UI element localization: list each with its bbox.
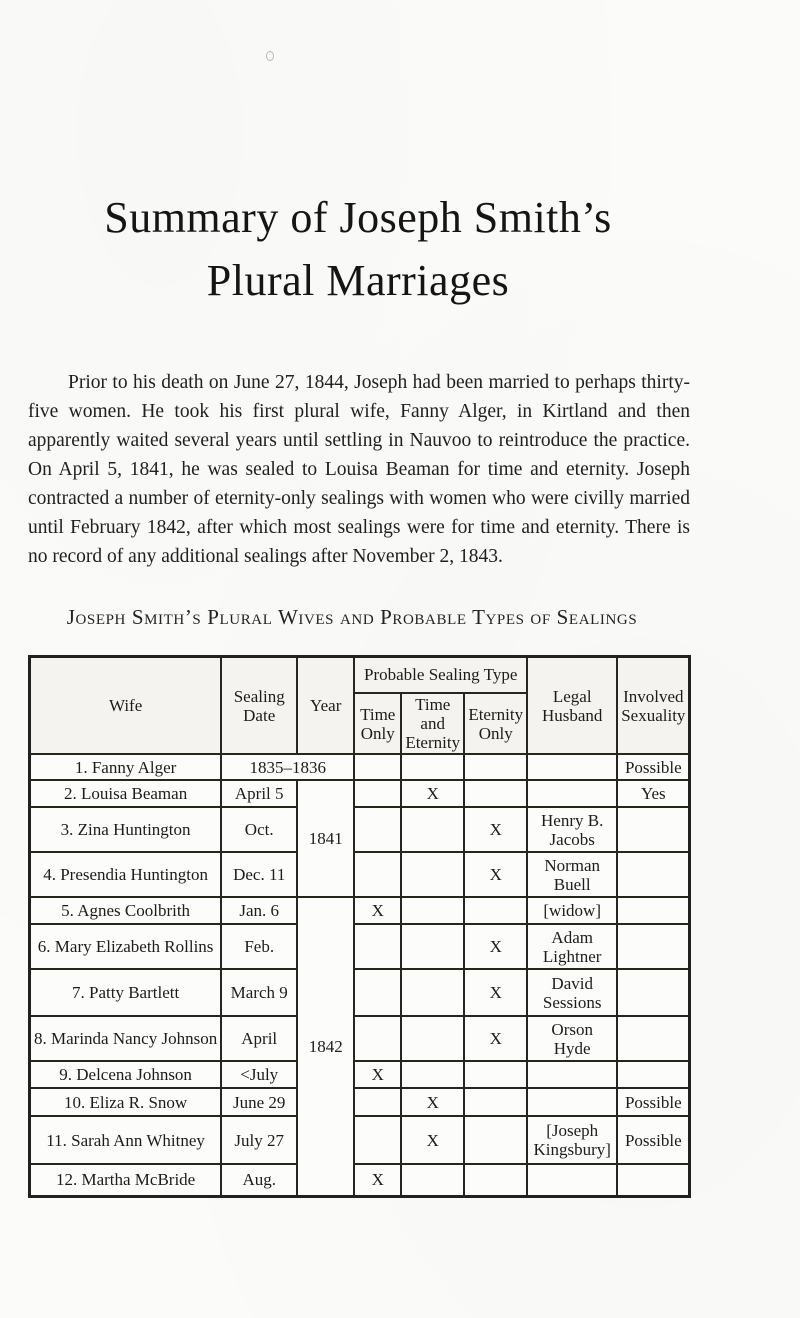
header-time-and-eternity: Time and Eternity — [401, 693, 464, 754]
cell-involved-sexuality — [617, 852, 690, 897]
table-row — [30, 852, 690, 897]
cell-time-and-eternity: X — [401, 1088, 464, 1116]
marriages-table — [28, 655, 691, 1198]
cell-wife: 1. Fanny Alger — [30, 754, 222, 780]
cell-date: Dec. 11 — [221, 852, 297, 897]
cell-date: <July — [221, 1061, 297, 1088]
cell-involved-sexuality — [617, 807, 690, 852]
cell-involved-sexuality: Possible — [617, 1088, 690, 1116]
cell-time-and-eternity — [401, 1164, 464, 1196]
intro-paragraph: Prior to his death on June 27, 1844, Joseph had been married to perhaps thirty-five women. He took his first plural wife, Fanny Alger, in Kirtland and then apparently waited several years until settling in Nauvoo to reintroduce the practice. On April 5, 1841, he was sealed to Louisa Beaman for time and eternity. Joseph contracted a number of eternity-only sealings with women who were civilly married until February 1842, after which most sealings were for time and eternity. There is no record of any additional sealings after November 2, 1843. — [28, 372, 690, 567]
cell-eternity-only — [464, 1164, 527, 1196]
cell-time-and-eternity — [401, 852, 464, 897]
header-eternity-only: Eternity Only — [464, 693, 527, 754]
table-row — [30, 1016, 690, 1061]
cell-legal-husband: [Joseph Kingsbury] — [527, 1116, 617, 1164]
table-row — [30, 807, 690, 852]
header-legal-husband: Legal Husband — [527, 657, 617, 755]
cell-eternity-only — [464, 780, 527, 807]
cell-eternity-only: X — [464, 1016, 527, 1061]
header-sealing-type-group: Probable Sealing Type — [354, 657, 527, 694]
table-row — [30, 1116, 690, 1164]
header-involved-sexuality: Involved Sexuality — [617, 657, 690, 755]
cell-wife: 5. Agnes Coolbrith — [30, 897, 222, 924]
cell-legal-husband: Orson Hyde — [527, 1016, 617, 1061]
cell-time-only — [354, 780, 401, 807]
marriages-table-container — [28, 655, 691, 1198]
cell-involved-sexuality — [617, 1016, 690, 1061]
cell-involved-sexuality: Yes — [617, 780, 690, 807]
cell-wife: 2. Louisa Beaman — [30, 780, 222, 807]
table-row — [30, 1088, 690, 1116]
cell-legal-husband: Adam Lightner — [527, 924, 617, 969]
cell-involved-sexuality — [617, 897, 690, 924]
cell-wife: 10. Eliza R. Snow — [30, 1088, 222, 1116]
cell-year-1841: 1841 — [297, 780, 354, 897]
cell-time-only — [354, 1016, 401, 1061]
table-row — [30, 924, 690, 969]
cell-time-and-eternity — [401, 924, 464, 969]
cell-involved-sexuality — [617, 969, 690, 1016]
table-row — [30, 1061, 690, 1088]
cell-time-and-eternity: X — [401, 1116, 464, 1164]
cell-legal-husband: [widow] — [527, 897, 617, 924]
table-caption: Joseph Smith’s Plural Wives and Probable Types of Sealings — [66, 605, 638, 629]
cell-time-and-eternity: X — [401, 780, 464, 807]
cell-eternity-only — [464, 1061, 527, 1088]
cell-date: Feb. — [221, 924, 297, 969]
cell-time-only — [354, 754, 401, 780]
cell-time-only — [354, 969, 401, 1016]
table-row — [30, 754, 690, 780]
table-row — [30, 1164, 690, 1196]
cell-date: April — [221, 1016, 297, 1061]
cell-involved-sexuality — [617, 1164, 690, 1196]
cell-legal-husband — [527, 1061, 617, 1088]
cell-eternity-only: X — [464, 969, 527, 1016]
cell-eternity-only: X — [464, 852, 527, 897]
cell-time-only — [354, 1088, 401, 1116]
header-wife: Wife — [30, 657, 222, 755]
cell-date: April 5 — [221, 780, 297, 807]
cell-involved-sexuality — [617, 924, 690, 969]
cell-date: July 27 — [221, 1116, 297, 1164]
cell-time-only: X — [354, 1164, 401, 1196]
cell-date: 1835–1836 — [221, 754, 354, 780]
cell-time-only — [354, 1116, 401, 1164]
cell-legal-husband: Norman Buell — [527, 852, 617, 897]
cell-legal-husband — [527, 754, 617, 780]
cell-wife: 6. Mary Elizabeth Rollins — [30, 924, 222, 969]
cell-time-and-eternity — [401, 807, 464, 852]
cell-date: Aug. — [221, 1164, 297, 1196]
table-row — [30, 780, 690, 807]
cell-involved-sexuality: Possible — [617, 754, 690, 780]
table-row — [30, 969, 690, 1016]
page-title: Summary of Joseph Smith’s Plural Marriages — [104, 193, 612, 305]
scan-artifact-mark — [266, 51, 274, 61]
cell-wife: 9. Delcena Johnson — [30, 1061, 222, 1088]
header-year: Year — [297, 657, 354, 755]
cell-legal-husband — [527, 1088, 617, 1116]
cell-legal-husband — [527, 780, 617, 807]
cell-time-only — [354, 807, 401, 852]
cell-wife: 8. Marinda Nancy Johnson — [30, 1016, 222, 1061]
cell-eternity-only — [464, 1088, 527, 1116]
cell-time-and-eternity — [401, 969, 464, 1016]
cell-legal-husband — [527, 1164, 617, 1196]
cell-legal-husband: Henry B. Jacobs — [527, 807, 617, 852]
cell-time-only: X — [354, 1061, 401, 1088]
cell-eternity-only: X — [464, 807, 527, 852]
header-time-only: Time Only — [354, 693, 401, 754]
cell-eternity-only — [464, 897, 527, 924]
cell-wife: 7. Patty Bartlett — [30, 969, 222, 1016]
cell-time-only — [354, 852, 401, 897]
cell-date: March 9 — [221, 969, 297, 1016]
cell-wife: 4. Presendia Huntington — [30, 852, 222, 897]
cell-year-1842: 1842 — [297, 897, 354, 1196]
cell-eternity-only — [464, 754, 527, 780]
table-row — [30, 897, 690, 924]
cell-time-only: X — [354, 897, 401, 924]
cell-legal-husband: David Sessions — [527, 969, 617, 1016]
cell-time-and-eternity — [401, 897, 464, 924]
cell-date: Oct. — [221, 807, 297, 852]
header-sealing-date: Sealing Date — [221, 657, 297, 755]
cell-eternity-only — [464, 1116, 527, 1164]
cell-time-and-eternity — [401, 1061, 464, 1088]
cell-time-and-eternity — [401, 1016, 464, 1061]
cell-involved-sexuality — [617, 1061, 690, 1088]
cell-date: Jan. 6 — [221, 897, 297, 924]
cell-time-only — [354, 924, 401, 969]
cell-wife: 11. Sarah Ann Whitney — [30, 1116, 222, 1164]
cell-eternity-only: X — [464, 924, 527, 969]
cell-time-and-eternity — [401, 754, 464, 780]
cell-wife: 3. Zina Huntington — [30, 807, 222, 852]
cell-date: June 29 — [221, 1088, 297, 1116]
cell-involved-sexuality: Possible — [617, 1116, 690, 1164]
cell-wife: 12. Martha McBride — [30, 1164, 222, 1196]
header-row-top — [30, 657, 690, 694]
